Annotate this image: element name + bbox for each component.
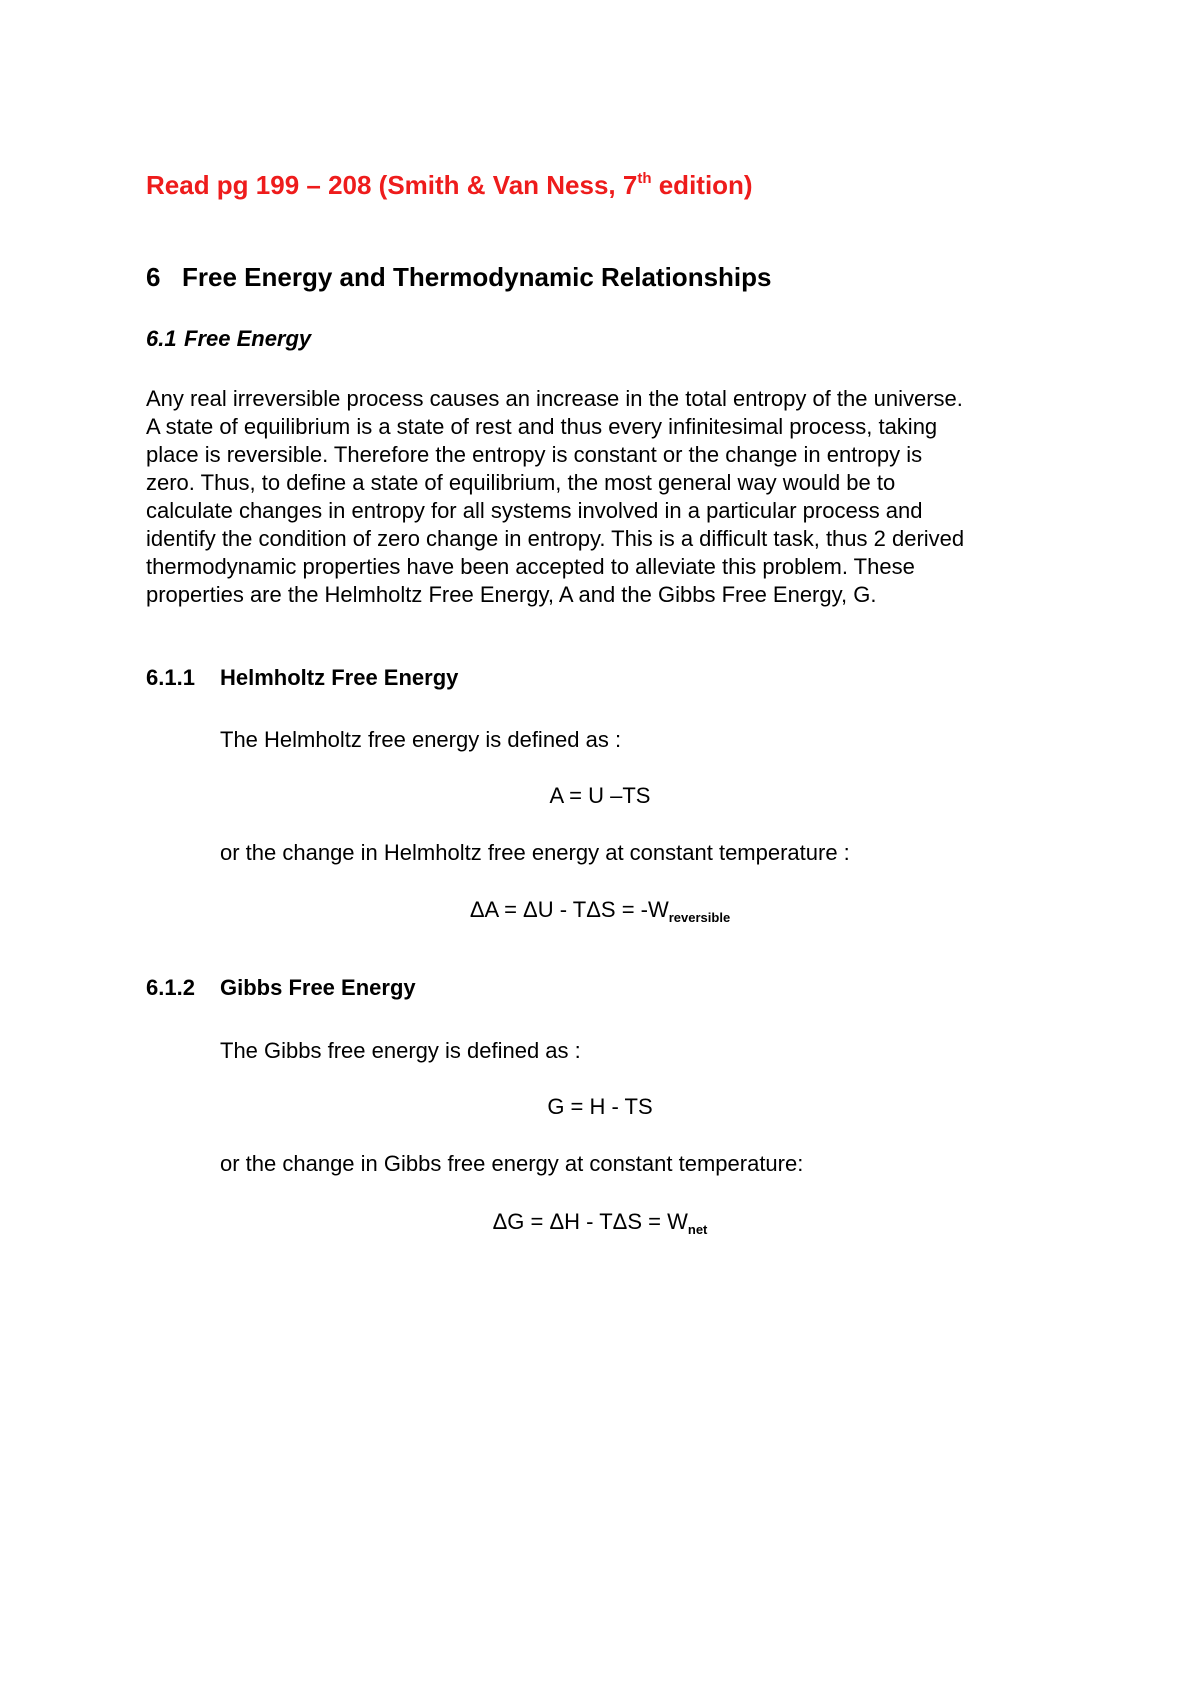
- paragraph-line: zero. Thus, to define a state of equilibrium, the most general way would be to: [146, 470, 896, 495]
- gibbs-number: 6.1.2: [146, 975, 195, 1000]
- reading-assignment-note: [146, 170, 753, 201]
- gibbs-change-equation-subscript: net: [687, 1222, 708, 1237]
- gibbs-change-text: or the change in Gibbs free energy at constant temperature:: [220, 1151, 804, 1176]
- paragraph-line: thermodynamic properties have been accepted to alleviate this problem. These: [146, 554, 915, 579]
- paragraph-line: A state of equilibrium is a state of rest and thus every infinitesimal process, taking: [146, 414, 938, 439]
- subsection-title: Free Energy: [184, 326, 312, 351]
- paragraph-line: Any real irreversible process causes an increase in the total entropy of the universe.: [146, 386, 963, 411]
- helmholtz-equation: A = U –TS: [549, 783, 651, 808]
- section-number: 6: [146, 262, 161, 292]
- helmholtz-change-text: or the change in Helmholtz free energy at constant temperature :: [220, 840, 850, 865]
- reading-note-suffix: edition): [651, 170, 753, 200]
- subsection-number: 6.1: [146, 326, 177, 351]
- helmholtz-change-equation-main: ΔA = ΔU - TΔS = -W: [469, 897, 669, 922]
- paragraph-line: properties are the Helmholtz Free Energy, A and the Gibbs Free Energy, G.: [146, 582, 877, 607]
- helmholtz-change-equation: [0, 897, 1200, 923]
- section-title: Free Energy and Thermodynamic Relationships: [182, 262, 772, 292]
- paragraph-line: place is reversible. Therefore the entropy is constant or the change in entropy is: [146, 442, 923, 467]
- gibbs-change-equation: [0, 1209, 1200, 1235]
- subsection-heading: [146, 326, 311, 352]
- intro-paragraph: [146, 385, 1066, 609]
- gibbs-heading: [146, 975, 416, 1001]
- gibbs-title: Gibbs Free Energy: [220, 975, 416, 1000]
- helmholtz-heading: [146, 665, 458, 691]
- section-heading: [146, 262, 771, 293]
- gibbs-change-equation-main: ΔG = ΔH - TΔS = W: [492, 1209, 688, 1234]
- helmholtz-title: Helmholtz Free Energy: [220, 665, 459, 690]
- paragraph-line: calculate changes in entropy for all systems involved in a particular process and: [146, 498, 923, 523]
- helmholtz-number: 6.1.1: [146, 665, 195, 690]
- reading-note-superscript: th: [637, 170, 652, 187]
- reading-note-prefix: Read pg 199 – 208 (Smith & Van Ness, 7: [146, 170, 638, 200]
- gibbs-equation: G = H - TS: [547, 1094, 653, 1119]
- helmholtz-change-equation-subscript: reversible: [668, 910, 731, 925]
- paragraph-line: identify the condition of zero change in entropy. This is a difficult task, thus 2 derived: [146, 526, 965, 551]
- gibbs-definition-text: The Gibbs free energy is defined as :: [220, 1038, 581, 1063]
- helmholtz-definition-text: The Helmholtz free energy is defined as :: [220, 727, 622, 752]
